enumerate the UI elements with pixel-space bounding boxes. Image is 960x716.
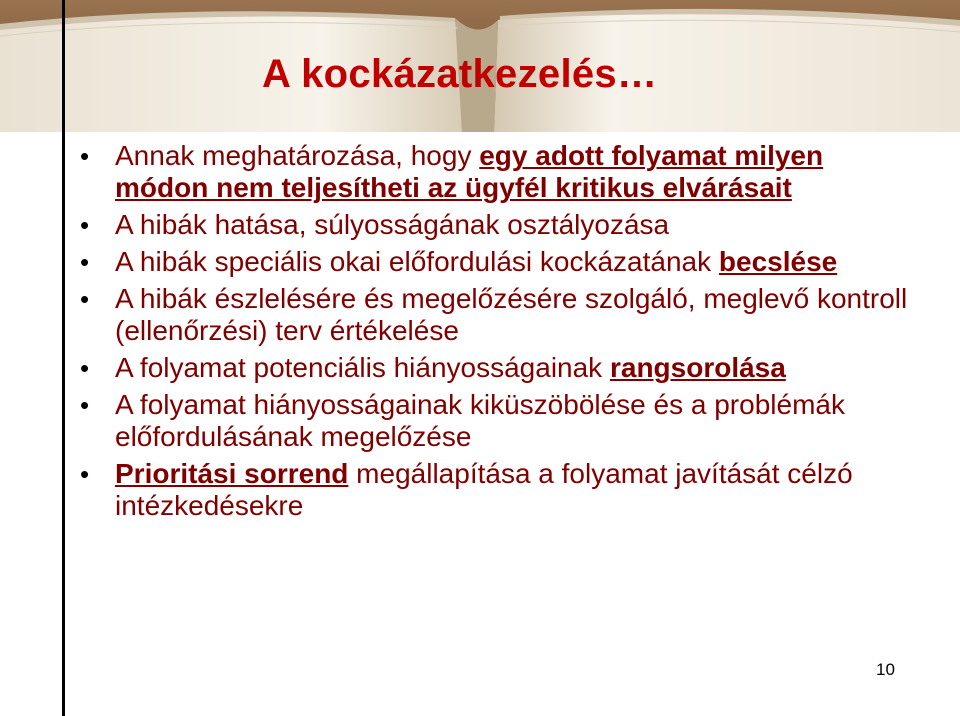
bullet-marker-icon: • xyxy=(80,353,90,383)
bullet-text: A hibák észlelésére és megelőzésére szolgáló, meglevő kontroll (ellenőrzési) terv értékelése xyxy=(115,283,908,346)
bullet-item xyxy=(80,209,910,241)
emphasized-text: Prioritási sorrend xyxy=(115,458,349,489)
bullet-item xyxy=(80,140,910,204)
bullet-item xyxy=(80,458,910,522)
bullet-text: Annak meghatározása, hogy xyxy=(115,140,480,171)
emphasized-text: rangsorolása xyxy=(609,352,786,383)
bullet-marker-icon: • xyxy=(80,284,90,314)
bullet-marker-icon: • xyxy=(80,390,90,420)
bullet-marker-icon: • xyxy=(80,247,90,277)
bullet-text: A hibák hatása, súlyosságának osztályozása xyxy=(115,209,670,240)
bullet-item xyxy=(80,246,910,278)
bullet-text: A folyamat potenciális hiányosságainak xyxy=(115,352,610,383)
left-vertical-rule xyxy=(62,0,65,716)
bullet-text: A hibák speciális okai előfordulási kockázatának xyxy=(115,246,719,277)
bullet-item xyxy=(80,389,910,453)
emphasized-text: egy adott folyamat milyen módon nem teljesítheti az ügyfél kritikus elvárásait xyxy=(115,140,824,203)
bullet-marker-icon: • xyxy=(80,459,90,489)
bullet-marker-icon: • xyxy=(80,141,90,171)
emphasized-text: becslése xyxy=(718,246,838,277)
bullet-item xyxy=(80,283,910,347)
slide-title: A kockázatkezelés… xyxy=(262,52,658,96)
bullet-list xyxy=(80,140,910,527)
page-number: 10 xyxy=(876,660,895,679)
bullet-item xyxy=(80,352,910,384)
bullet-text: megállapítása a folyamat javítását célzó intézkedésekre xyxy=(115,458,853,521)
bullet-text: A folyamat hiányosságainak kiküszöbölése és a problémák előfordulásának megelőzése xyxy=(115,389,845,452)
bullet-marker-icon: • xyxy=(80,210,90,240)
